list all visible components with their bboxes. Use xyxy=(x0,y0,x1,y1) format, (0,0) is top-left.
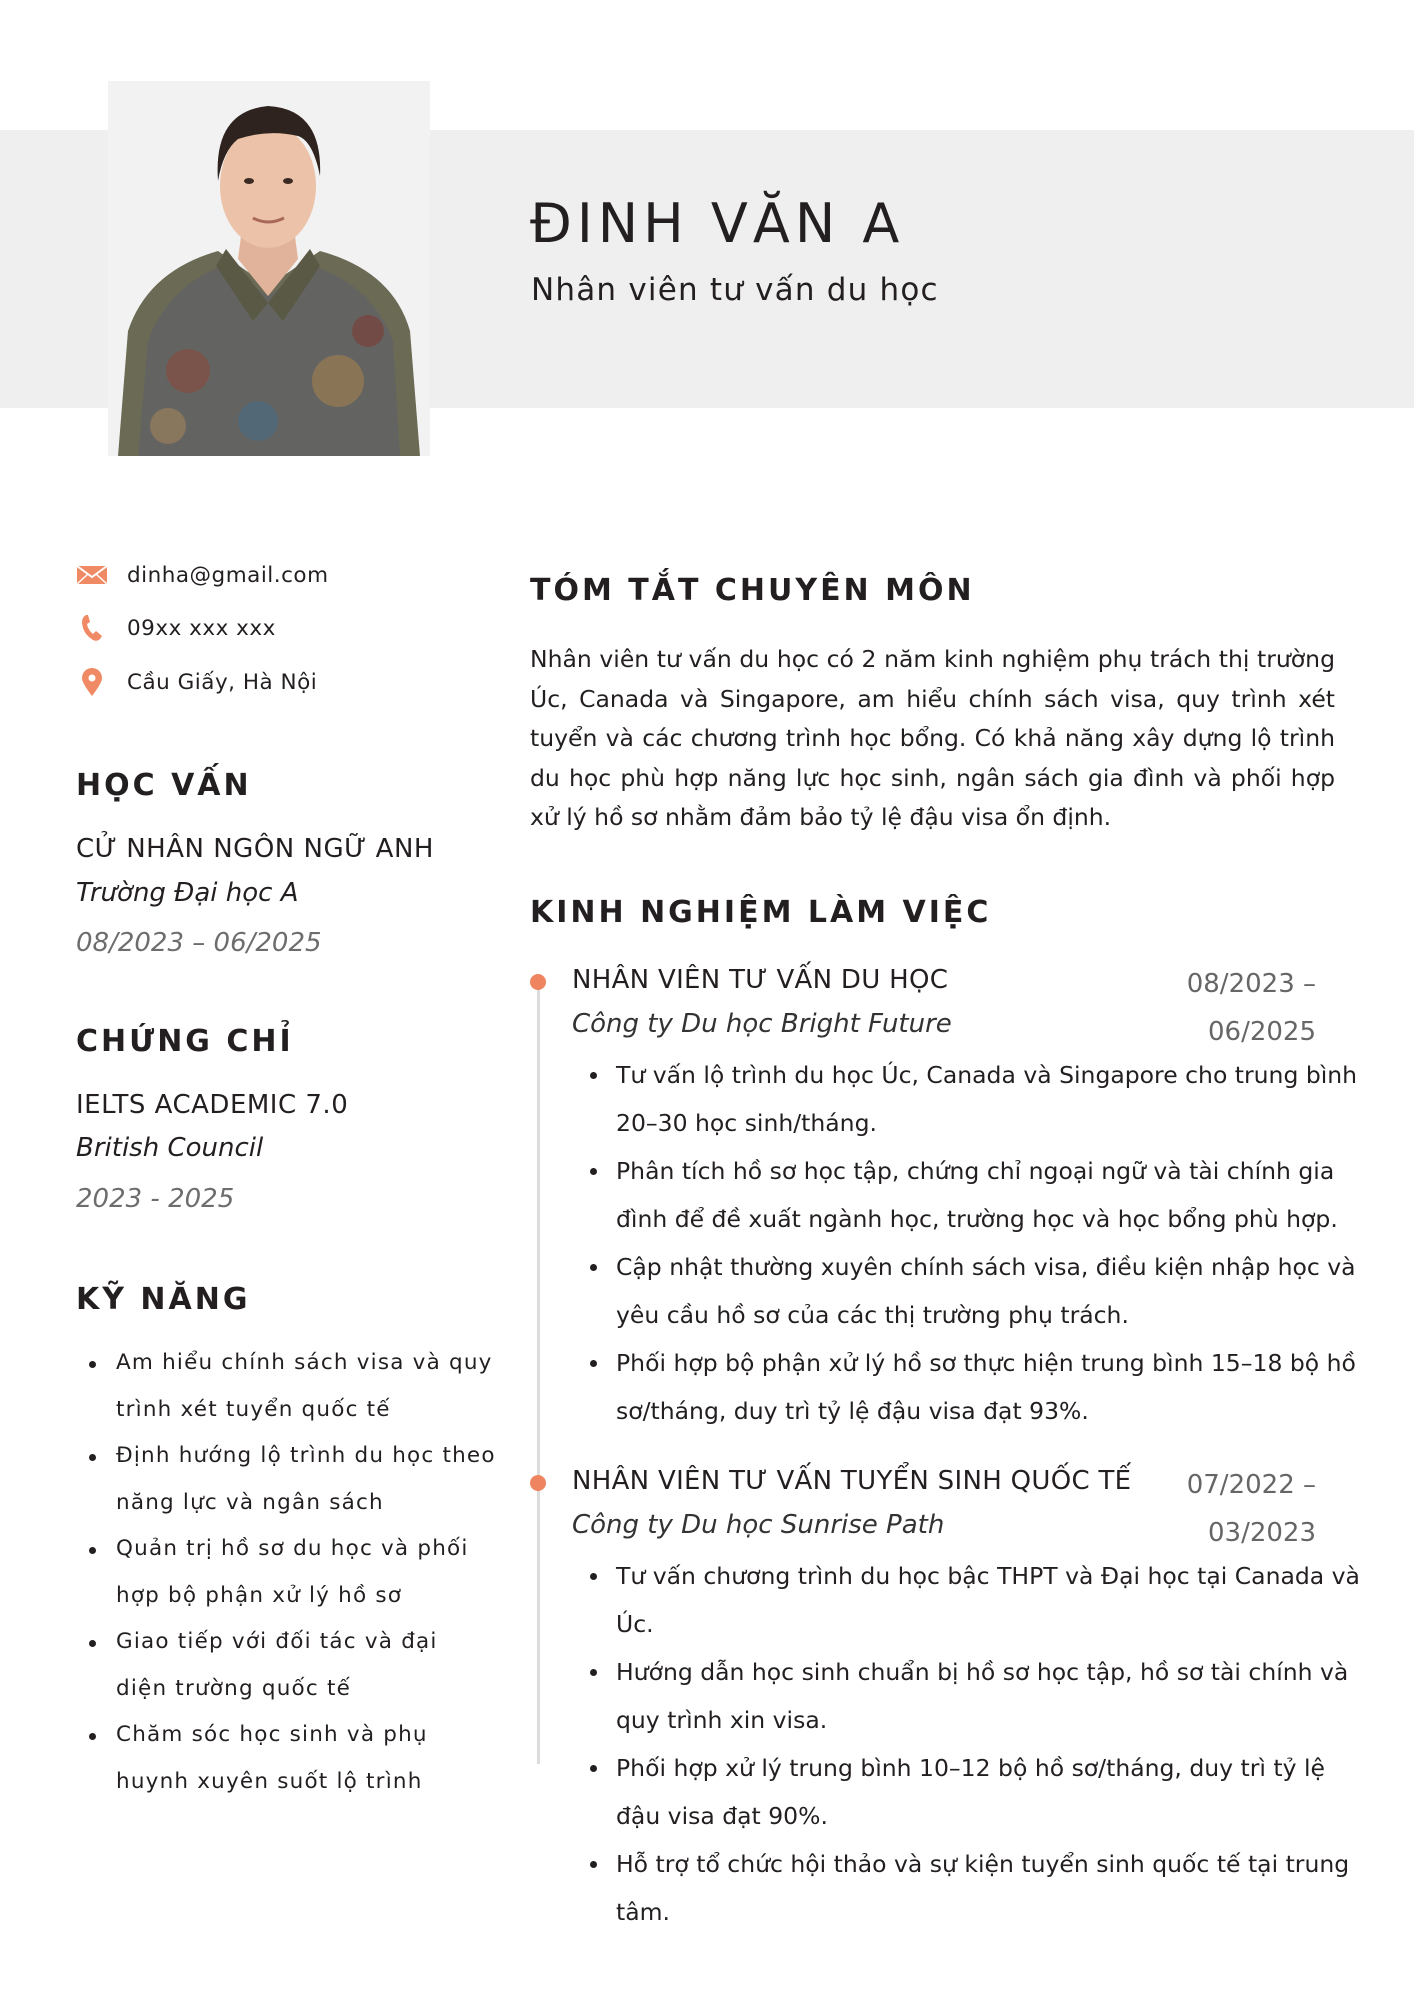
job-bullet: Hỗ trợ tổ chức hội thảo và sự kiện tuyển sinh quốc tế tại trung tâm. xyxy=(582,1840,1372,1936)
phone-icon xyxy=(76,612,108,644)
job-bullet: Phân tích hồ sơ học tập, chứng chỉ ngoại ngữ và tài chính gia đình để đề xuất ngành học, trường học và học bổng phù hợp. xyxy=(582,1147,1372,1243)
envelope-icon xyxy=(76,559,108,591)
skill-item: Am hiểu chính sách visa và quy trình xét tuyển quốc tế xyxy=(76,1340,496,1433)
certificates-heading: CHỨNG CHỈ xyxy=(76,1024,294,1059)
address-text: Cầu Giấy, Hà Nội xyxy=(127,669,318,695)
job-bullet: Phối hợp bộ phận xử lý hồ sơ thực hiện trung bình 15–18 bộ hồ sơ/tháng, duy trì tỷ lệ đậu visa đạt 93%. xyxy=(582,1339,1372,1435)
education-dates: 08/2023 – 06/2025 xyxy=(76,928,322,958)
skill-item: Chăm sóc học sinh và phụ huynh xuyên suốt lộ trình xyxy=(76,1712,496,1805)
timeline-dot-icon xyxy=(530,974,546,990)
job-bullets xyxy=(582,1552,1372,1936)
education-degree: CỬ NHÂN NGÔN NGỮ ANH xyxy=(76,834,434,864)
job-bullets xyxy=(582,1051,1372,1435)
summary-heading: TÓM TẮT CHUYÊN MÔN xyxy=(530,573,975,608)
contact-email[interactable] xyxy=(76,558,329,592)
contact-phone[interactable] xyxy=(76,611,276,645)
job-company: Công ty Du học Bright Future xyxy=(572,1009,952,1039)
job-date-start: 08/2023 – xyxy=(1186,969,1316,999)
education-heading: HỌC VẤN xyxy=(76,768,252,803)
timeline-dot-icon xyxy=(530,1475,546,1491)
skills-heading: KỸ NĂNG xyxy=(76,1282,251,1317)
candidate-job-title: Nhân viên tư vấn du học xyxy=(531,272,939,308)
education-school: Trường Đại học A xyxy=(76,878,299,908)
job-bullet: Cập nhật thường xuyên chính sách visa, điều kiện nhập học và yêu cầu hồ sơ của các thị trường phụ trách. xyxy=(582,1243,1372,1339)
job-bullet: Phối hợp xử lý trung bình 10–12 bộ hồ sơ/tháng, duy trì tỷ lệ đậu visa đạt 90%. xyxy=(582,1744,1372,1840)
job-company: Công ty Du học Sunrise Path xyxy=(572,1510,945,1540)
certificate-dates: 2023 - 2025 xyxy=(76,1184,235,1214)
profile-photo xyxy=(108,81,430,456)
skill-item: Giao tiếp với đối tác và đại diện trường quốc tế xyxy=(76,1619,496,1712)
job-bullet: Tư vấn chương trình du học bậc THPT và Đại học tại Canada và Úc. xyxy=(582,1552,1372,1648)
experience-timeline-line xyxy=(537,982,540,1764)
job-date-start: 07/2022 – xyxy=(1186,1470,1316,1500)
job-bullet: Hướng dẫn học sinh chuẩn bị hồ sơ học tập, hồ sơ tài chính và quy trình xin visa. xyxy=(582,1648,1372,1744)
job-title: NHÂN VIÊN TƯ VẤN DU HỌC xyxy=(572,965,949,995)
job-dates xyxy=(1187,1461,1316,1557)
job-bullet: Tư vấn lộ trình du học Úc, Canada và Singapore cho trung bình 20–30 học sinh/tháng. xyxy=(582,1051,1372,1147)
certificate-issuer: British Council xyxy=(76,1133,264,1163)
experience-heading: KINH NGHIỆM LÀM VIỆC xyxy=(530,895,992,930)
contact-address xyxy=(76,665,318,699)
skill-item: Quản trị hồ sơ du học và phối hợp bộ phận xử lý hồ sơ xyxy=(76,1526,496,1619)
skill-item: Định hướng lộ trình du học theo năng lực và ngân sách xyxy=(76,1433,496,1526)
summary-text: Nhân viên tư vấn du học có 2 năm kinh nghiệm phụ trách thị trường Úc, Canada và Singapore, am hiểu chính sách visa, quy trình xét tuyển và các chương trình học bổng. Có khả năng xây dựng lộ trình du học phù hợp năng lực học sinh, ngân sách gia đình và phối hợp xử lý hồ sơ nhằm đảm bảo tỷ lệ đậu visa ổn định. xyxy=(530,645,1335,831)
location-pin-icon xyxy=(76,666,108,698)
email-text: dinha@gmail.com xyxy=(127,562,329,588)
skills-list xyxy=(76,1340,496,1805)
job-title: NHÂN VIÊN TƯ VẤN TUYỂN SINH QUỐC TẾ xyxy=(572,1466,1132,1496)
job-dates xyxy=(1187,960,1316,1056)
certificate-name: IELTS ACADEMIC 7.0 xyxy=(76,1090,349,1120)
candidate-name: ĐINH VĂN A xyxy=(530,192,905,255)
job-date-end: 06/2025 xyxy=(1207,1017,1316,1047)
job-date-end: 03/2023 xyxy=(1207,1518,1316,1548)
phone-text: 09xx xxx xxx xyxy=(127,615,276,641)
